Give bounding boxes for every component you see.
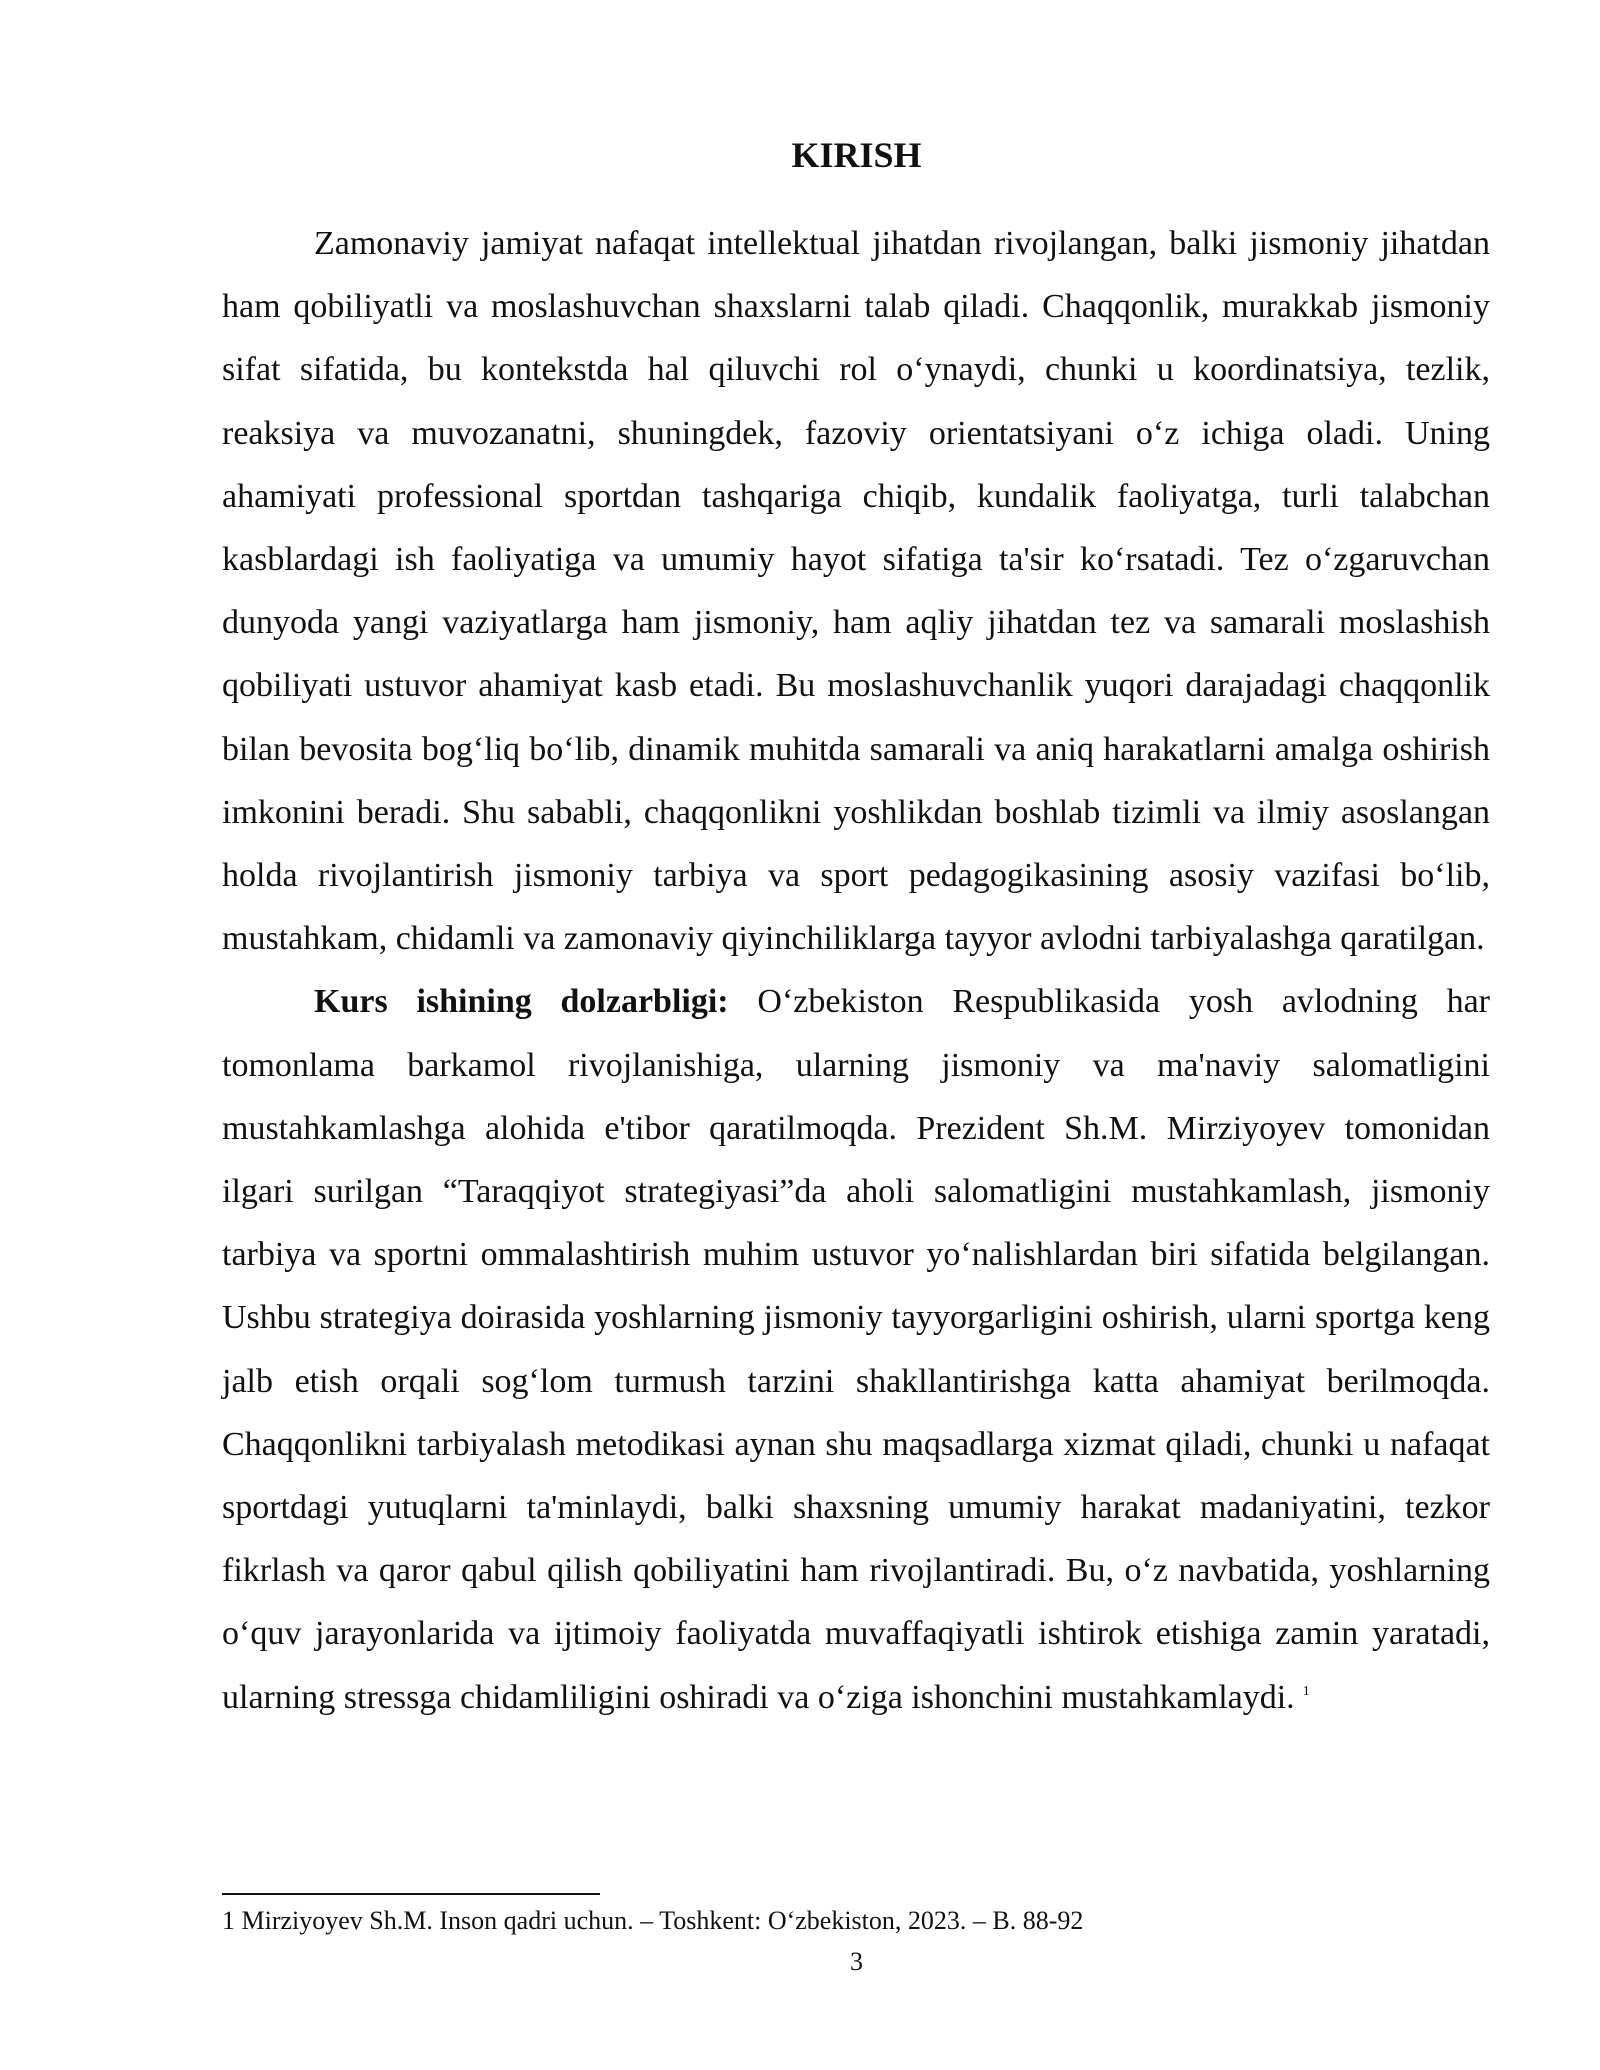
footnote-divider (222, 1893, 600, 1895)
intro-paragraph-text: Zamonaviy jamiyat nafaqat intellektual jihatdan rivojlangan, balki jismoniy jihatdan ham qobiliyatli va moslashuvchan shaxslarni talab qiladi. Chaqqonlik, murakkab jismoniy sifat sifatida, bu kontekstda hal qiluvchi rol o‘ynaydi, chunki u koordinatsiya, tezlik, reaksiya va muvozanatni, shuningdek, fazoviy orientatsiyani o‘z ichiga oladi. Uning ahamiyati professional sportdan tashqariga chiqib, kundalik faoliyatga, turli talabchan kasblardagi ish faoliyatiga va umumiy hayot sifatiga ta'sir ko‘rsatadi. Tez o‘zgaruvchan dunyoda yangi vaziyatlarga ham jismoniy, ham aqliy jihatdan tez va samarali moslashish qobiliyati ustuvor ahamiyat kasb etadi. Bu moslashuvchanlik yuqori darajadagi chaqqonlik bilan bevosita bog‘liq bo‘lib, dinamik muhitda samarali va aniq harakatlarni amalga oshirish imkonini beradi. Shu sababli, chaqqonlikni yoshlikdan boshlab tizimli va ilmiy asoslangan holda rivojlantirish jismoniy tarbiya va sport pedagogikasining asosiy vazifasi bo‘lib, mustahkam, chidamli va zamonaviy qiyinchiliklarga tayyor avlodni tarbiyalashga qaratilgan. (222, 225, 1490, 958)
relevance-paragraph (222, 970, 1490, 1728)
relevance-heading: Kurs ishining dolzarbligi: (314, 983, 729, 1021)
footnote: 1 Mirziyoyev Sh.M. Inson qadri uchun. – Toshkent: O‘zbekiston, 2023. – B. 88-92 (222, 1906, 1084, 1935)
body-text (222, 212, 1490, 1729)
relevance-paragraph-text: O‘zbekiston Respublikasida yosh avlodning har tomonlama barkamol rivojlanishiga, ularning jismoniy va ma'naviy salomatligini mustahkamlashga alohida e'tibor qaratilmoqda. Prezident Sh.M. Mirziyoyev tomonidan ilgari surilgan “Taraqqiyot strategiyasi”da aholi salomatligini mustahkamlash, jismoniy tarbiya va sportni ommalashtirish muhim ustuvor yo‘nalishlardan biri sifatida belgilangan. Ushbu strategiya doirasida yoshlarning jismoniy tayyorgarligini oshirish, ularni sportga keng jalb etish orqali sog‘lom turmush tarzini shakllantirishga katta ahamiyat berilmoqda. Chaqqonlikni tarbiyalash metodikasi aynan shu maqsadlarga xizmat qiladi, chunki u nafaqat sportdagi yutuqlarni ta'minlaydi, balki shaxsning umumiy harakat madaniyatini, tezkor fikrlash va qaror qabul qilish qobiliyatini ham rivojlantiradi. Bu, o‘z navbatida, yoshlarning o‘quv jarayonlarida va ijtimoiy faoliyatda muvaffaqiyatli ishtirok etishiga zamin yaratadi, ularning stressga chidamliligini oshiradi va o‘ziga ishonchini mustahkamlaydi. (222, 983, 1491, 1716)
page-number: 3 (850, 1947, 863, 1976)
intro-paragraph (222, 212, 1490, 970)
footnote-reference[interactable]: 1 (1302, 1684, 1310, 1700)
section-title: KIRISH (791, 135, 922, 175)
